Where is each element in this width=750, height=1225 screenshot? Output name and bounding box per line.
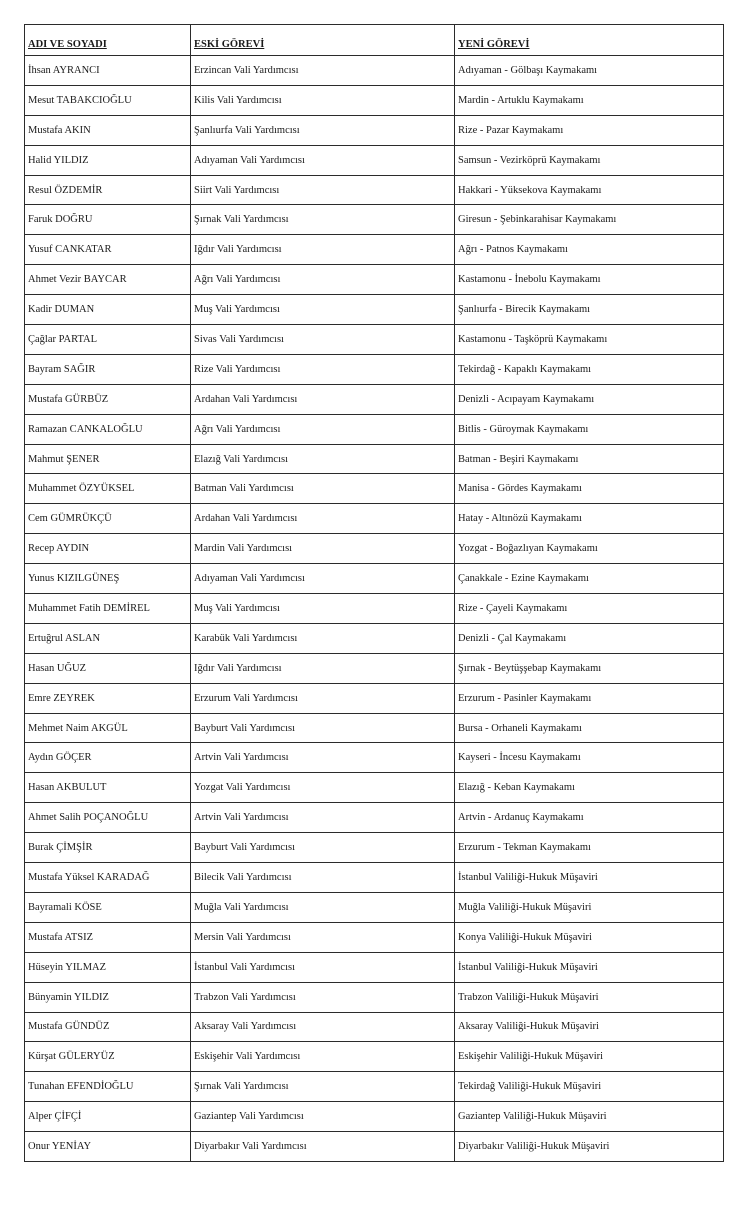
cell-old-position: Şanlıurfa Vali Yardımcısı (191, 115, 455, 145)
header-name: ADI VE SOYADI (25, 25, 191, 56)
cell-old-position: Elazığ Vali Yardımcısı (191, 444, 455, 474)
cell-new-position: Denizli - Acıpayam Kaymakamı (455, 384, 724, 414)
table-row (25, 205, 724, 235)
cell-name: Muhammet Fatih DEMİREL (25, 594, 191, 624)
cell-name: Yusuf CANKATAR (25, 235, 191, 265)
cell-old-position: Muş Vali Yardımcısı (191, 594, 455, 624)
cell-name: Muhammet ÖZYÜKSEL (25, 474, 191, 504)
cell-name: Resul ÖZDEMİR (25, 175, 191, 205)
appointments-document (24, 24, 724, 1162)
cell-new-position: Hatay - Altınözü Kaymakamı (455, 504, 724, 534)
appointments-table (24, 24, 724, 1162)
cell-name: Bayram SAĞIR (25, 354, 191, 384)
cell-new-position: Mardin - Artuklu Kaymakamı (455, 85, 724, 115)
cell-name: Mahmut ŞENER (25, 444, 191, 474)
cell-new-position: Samsun - Vezirköprü Kaymakamı (455, 145, 724, 175)
cell-new-position: Gaziantep Valiliği-Hukuk Müşaviri (455, 1102, 724, 1132)
cell-new-position: Muğla Valiliği-Hukuk Müşaviri (455, 892, 724, 922)
cell-old-position: Ardahan Vali Yardımcısı (191, 384, 455, 414)
table-row (25, 623, 724, 653)
table-row (25, 922, 724, 952)
cell-old-position: Şırnak Vali Yardımcısı (191, 1072, 455, 1102)
cell-old-position: Kilis Vali Yardımcısı (191, 85, 455, 115)
cell-old-position: Erzurum Vali Yardımcısı (191, 683, 455, 713)
table-row (25, 504, 724, 534)
cell-name: Aydın GÖÇER (25, 743, 191, 773)
cell-name: Bayramali KÖSE (25, 892, 191, 922)
cell-new-position: Aksaray Valiliği-Hukuk Müşaviri (455, 1012, 724, 1042)
cell-new-position: Rize - Çayeli Kaymakamı (455, 594, 724, 624)
cell-name: Emre ZEYREK (25, 683, 191, 713)
cell-name: Halid YILDIZ (25, 145, 191, 175)
cell-new-position: Konya Valiliği-Hukuk Müşaviri (455, 922, 724, 952)
cell-new-position: Tekirdağ Valiliği-Hukuk Müşaviri (455, 1072, 724, 1102)
table-row (25, 1102, 724, 1132)
cell-name: Bünyamin YILDIZ (25, 982, 191, 1012)
cell-old-position: Artvin Vali Yardımcısı (191, 803, 455, 833)
table-header-row (25, 25, 724, 56)
cell-new-position: Kastamonu - Taşköprü Kaymakamı (455, 325, 724, 355)
table-row (25, 265, 724, 295)
cell-new-position: Şanlıurfa - Birecik Kaymakamı (455, 295, 724, 325)
cell-name: İhsan AYRANCI (25, 56, 191, 86)
table-row (25, 833, 724, 863)
cell-new-position: İstanbul Valiliği-Hukuk Müşaviri (455, 863, 724, 893)
table-row (25, 952, 724, 982)
cell-old-position: Rize Vali Yardımcısı (191, 354, 455, 384)
cell-old-position: Bayburt Vali Yardımcısı (191, 713, 455, 743)
table-row (25, 534, 724, 564)
cell-name: Alper ÇİFÇİ (25, 1102, 191, 1132)
cell-name: Hasan AKBULUT (25, 773, 191, 803)
cell-name: Hüseyin YILMAZ (25, 952, 191, 982)
cell-old-position: Iğdır Vali Yardımcısı (191, 235, 455, 265)
cell-name: Kadir DUMAN (25, 295, 191, 325)
table-row (25, 1072, 724, 1102)
table-row (25, 295, 724, 325)
header-old-position: ESKİ GÖREVİ (191, 25, 455, 56)
cell-old-position: Diyarbakır Vali Yardımcısı (191, 1132, 455, 1162)
cell-name: Cem GÜMRÜKÇÜ (25, 504, 191, 534)
table-row (25, 1132, 724, 1162)
table-row (25, 474, 724, 504)
cell-new-position: Diyarbakır Valiliği-Hukuk Müşaviri (455, 1132, 724, 1162)
cell-name: Yunus KIZILGÜNEŞ (25, 564, 191, 594)
cell-new-position: Kastamonu - İnebolu Kaymakamı (455, 265, 724, 295)
cell-old-position: Adıyaman Vali Yardımcısı (191, 145, 455, 175)
cell-name: Mustafa AKIN (25, 115, 191, 145)
table-body (25, 56, 724, 1162)
table-row (25, 1012, 724, 1042)
cell-name: Ahmet Salih POÇANOĞLU (25, 803, 191, 833)
table-row (25, 444, 724, 474)
cell-old-position: Batman Vali Yardımcısı (191, 474, 455, 504)
cell-new-position: Şırnak - Beytüşşebap Kaymakamı (455, 653, 724, 683)
cell-new-position: Erzurum - Pasinler Kaymakamı (455, 683, 724, 713)
cell-name: Hasan UĞUZ (25, 653, 191, 683)
cell-name: Ramazan CANKALOĞLU (25, 414, 191, 444)
table-row (25, 414, 724, 444)
table-row (25, 235, 724, 265)
cell-new-position: Bursa - Orhaneli Kaymakamı (455, 713, 724, 743)
cell-name: Ahmet Vezir BAYCAR (25, 265, 191, 295)
cell-old-position: Eskişehir Vali Yardımcısı (191, 1042, 455, 1072)
cell-name: Onur YENİAY (25, 1132, 191, 1162)
cell-name: Mustafa GÜNDÜZ (25, 1012, 191, 1042)
cell-name: Kürşat GÜLERYÜZ (25, 1042, 191, 1072)
cell-old-position: Bayburt Vali Yardımcısı (191, 833, 455, 863)
cell-old-position: Trabzon Vali Yardımcısı (191, 982, 455, 1012)
cell-new-position: Giresun - Şebinkarahisar Kaymakamı (455, 205, 724, 235)
cell-old-position: Şırnak Vali Yardımcısı (191, 205, 455, 235)
table-row (25, 594, 724, 624)
table-row (25, 175, 724, 205)
header-new-position: YENİ GÖREVİ (455, 25, 724, 56)
table-row (25, 145, 724, 175)
table-row (25, 863, 724, 893)
cell-new-position: Batman - Beşiri Kaymakamı (455, 444, 724, 474)
cell-old-position: Ağrı Vali Yardımcısı (191, 414, 455, 444)
cell-old-position: Ağrı Vali Yardımcısı (191, 265, 455, 295)
cell-name: Mustafa ATSIZ (25, 922, 191, 952)
table-row (25, 325, 724, 355)
cell-old-position: Karabük Vali Yardımcısı (191, 623, 455, 653)
cell-new-position: Trabzon Valiliği-Hukuk Müşaviri (455, 982, 724, 1012)
cell-old-position: Muğla Vali Yardımcısı (191, 892, 455, 922)
cell-name: Tunahan EFENDİOĞLU (25, 1072, 191, 1102)
cell-name: Burak ÇİMŞİR (25, 833, 191, 863)
table-row (25, 115, 724, 145)
cell-old-position: Erzincan Vali Yardımcısı (191, 56, 455, 86)
table-row (25, 743, 724, 773)
table-row (25, 773, 724, 803)
cell-new-position: Bitlis - Güroymak Kaymakamı (455, 414, 724, 444)
cell-name: Mustafa GÜRBÜZ (25, 384, 191, 414)
cell-new-position: Eskişehir Valiliği-Hukuk Müşaviri (455, 1042, 724, 1072)
cell-new-position: Rize - Pazar Kaymakamı (455, 115, 724, 145)
table-row (25, 982, 724, 1012)
cell-old-position: Artvin Vali Yardımcısı (191, 743, 455, 773)
cell-new-position: Ağrı - Patnos Kaymakamı (455, 235, 724, 265)
cell-old-position: Sivas Vali Yardımcısı (191, 325, 455, 355)
cell-old-position: Mersin Vali Yardımcısı (191, 922, 455, 952)
cell-old-position: Adıyaman Vali Yardımcısı (191, 564, 455, 594)
cell-old-position: Siirt Vali Yardımcısı (191, 175, 455, 205)
cell-name: Çağlar PARTAL (25, 325, 191, 355)
cell-new-position: Kayseri - İncesu Kaymakamı (455, 743, 724, 773)
cell-old-position: İstanbul Vali Yardımcısı (191, 952, 455, 982)
cell-name: Recep AYDIN (25, 534, 191, 564)
cell-old-position: Gaziantep Vali Yardımcısı (191, 1102, 455, 1132)
table-row (25, 56, 724, 86)
table-row (25, 564, 724, 594)
cell-new-position: Elazığ - Keban Kaymakamı (455, 773, 724, 803)
cell-old-position: Aksaray Vali Yardımcısı (191, 1012, 455, 1042)
cell-new-position: Erzurum - Tekman Kaymakamı (455, 833, 724, 863)
cell-old-position: Muş Vali Yardımcısı (191, 295, 455, 325)
table-row (25, 354, 724, 384)
cell-name: Ertuğrul ASLAN (25, 623, 191, 653)
cell-name: Mehmet Naim AKGÜL (25, 713, 191, 743)
cell-new-position: İstanbul Valiliği-Hukuk Müşaviri (455, 952, 724, 982)
table-row (25, 85, 724, 115)
cell-old-position: Bilecik Vali Yardımcısı (191, 863, 455, 893)
table-row (25, 384, 724, 414)
table-row (25, 683, 724, 713)
cell-old-position: Iğdır Vali Yardımcısı (191, 653, 455, 683)
cell-name: Faruk DOĞRU (25, 205, 191, 235)
cell-new-position: Hakkari - Yüksekova Kaymakamı (455, 175, 724, 205)
cell-new-position: Yozgat - Boğazlıyan Kaymakamı (455, 534, 724, 564)
cell-old-position: Yozgat Vali Yardımcısı (191, 773, 455, 803)
cell-name: Mustafa Yüksel KARADAĞ (25, 863, 191, 893)
table-row (25, 1042, 724, 1072)
cell-new-position: Çanakkale - Ezine Kaymakamı (455, 564, 724, 594)
cell-name: Mesut TABAKCIOĞLU (25, 85, 191, 115)
cell-old-position: Ardahan Vali Yardımcısı (191, 504, 455, 534)
cell-new-position: Artvin - Ardanuç Kaymakamı (455, 803, 724, 833)
table-row (25, 892, 724, 922)
table-row (25, 803, 724, 833)
cell-new-position: Tekirdağ - Kapaklı Kaymakamı (455, 354, 724, 384)
cell-new-position: Denizli - Çal Kaymakamı (455, 623, 724, 653)
cell-new-position: Adıyaman - Gölbaşı Kaymakamı (455, 56, 724, 86)
table-row (25, 653, 724, 683)
cell-old-position: Mardin Vali Yardımcısı (191, 534, 455, 564)
table-row (25, 713, 724, 743)
cell-new-position: Manisa - Gördes Kaymakamı (455, 474, 724, 504)
